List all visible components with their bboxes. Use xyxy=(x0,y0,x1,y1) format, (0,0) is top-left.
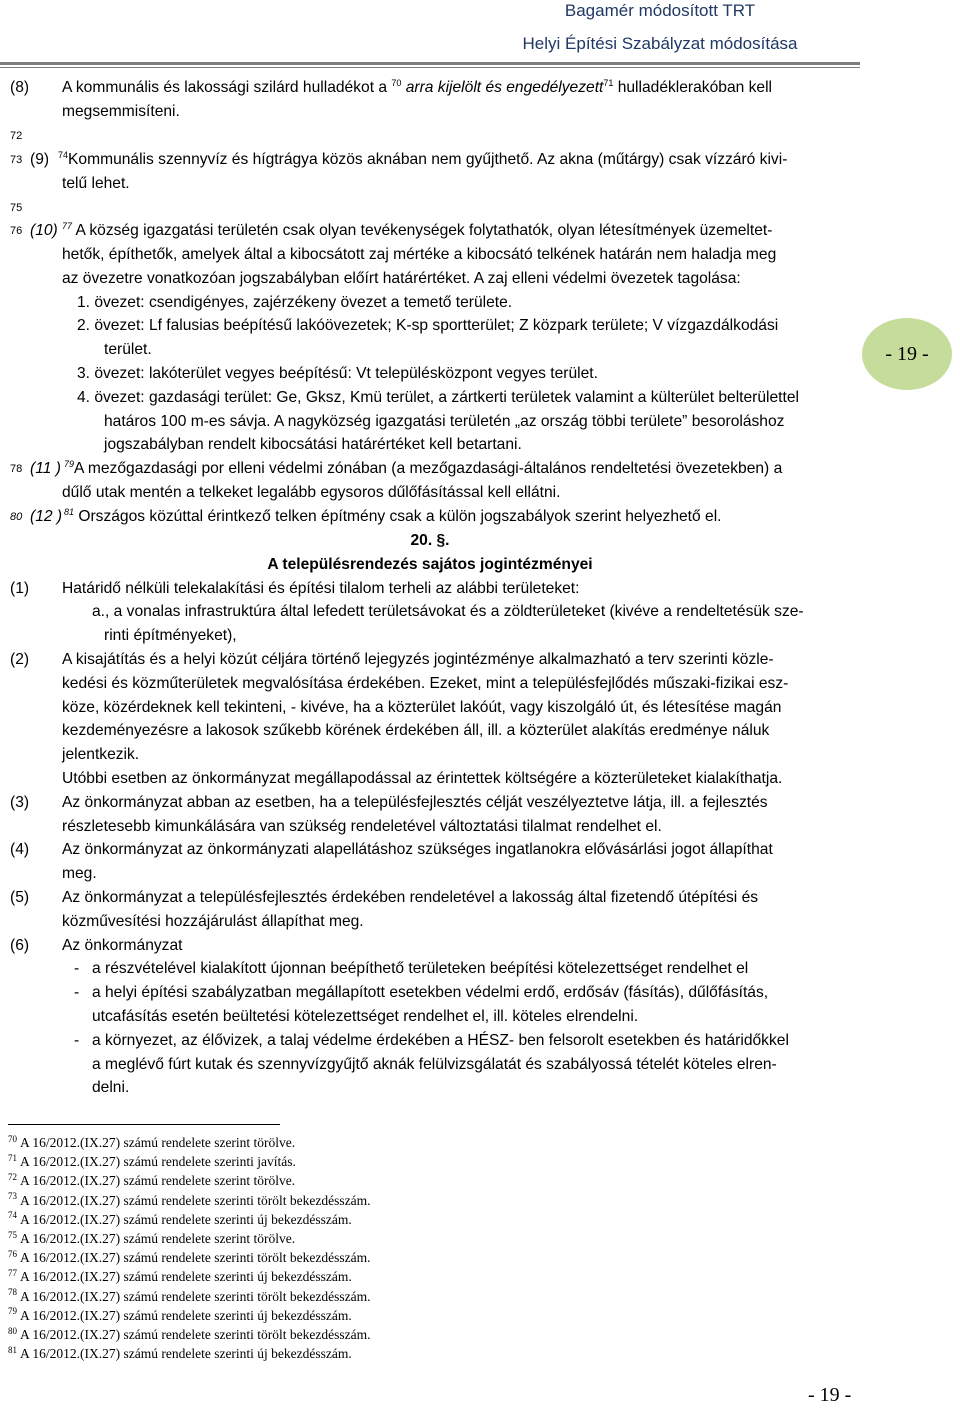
paragraph-number: (1) xyxy=(10,580,30,597)
paragraph-number: (2) xyxy=(10,651,30,668)
footnote-item xyxy=(8,1345,352,1363)
s2-line-1: A kisajátítás és a helyi közút céljára történő lejegyzés jogintézménye alkalmazható a terv szerinti közle- xyxy=(62,651,774,668)
footnote-number: 81 xyxy=(8,1344,17,1355)
page-header xyxy=(0,0,860,62)
footnote-item xyxy=(8,1249,371,1267)
paragraph-number: (11 ) xyxy=(30,460,61,477)
footnote-number: 71 xyxy=(8,1152,17,1163)
footnote-item xyxy=(8,1288,371,1306)
margin-note: 73 xyxy=(10,154,23,166)
footnote-item xyxy=(8,1307,352,1325)
paragraph-8-line-1: A kommunális és lakossági szilárd hulladékot a $^{70}$ arra kijelölt és engedélyezett$^{71}$ hulladéklerakóban kell xyxy=(62,77,773,96)
side-page-badge: - 19 - xyxy=(862,318,952,390)
footnote-number: 76 xyxy=(8,1248,17,1259)
s2-line-6: Utóbbi esetben az önkormányzat megállapodással az érintettek költségére a közterületeket kialakíthatja. xyxy=(62,770,783,787)
paragraph-9-line-2: telű lehet. xyxy=(62,175,130,192)
footnote-number: 75 xyxy=(8,1229,17,1240)
footnote-text: A 16/2012.(IX.27) számú rendelete szerinti új bekezdésszám. xyxy=(20,1307,352,1323)
header-rule xyxy=(0,62,860,65)
footnote-item xyxy=(8,1230,295,1248)
s1-line-1: Határidő nélküli telekalakítási és építési tilalom terheli az alábbi területeket: xyxy=(62,580,580,597)
footnote-item xyxy=(8,1192,371,1210)
footnote-text: A 16/2012.(IX.27) számú rendelete szerinti új bekezdésszám. xyxy=(20,1346,352,1362)
footnote-item xyxy=(8,1134,295,1152)
s2-line-2: kedési és közműterületek megvalósítása érdekében. Ezeket, mint a településfejlődés műszaki-fizikai esz- xyxy=(62,675,789,692)
paragraph-11-line-2: dűlő utak mentén a telkeket legalább egysoros dűlőfásítással kell ellátni. xyxy=(62,484,561,501)
paragraph-11-line-1: $^{79}$A mezőgazdasági por elleni védelmi zónában (a mezőgazdasági-általános rendeltetési övezetekben) a xyxy=(64,458,783,477)
paragraph-8-line-2: megsemmisíteni. xyxy=(62,103,180,120)
bullet-dash: - xyxy=(74,984,80,1001)
footnote-text: A 16/2012.(IX.27) számú rendelete szerinti törölt bekezdésszám. xyxy=(20,1250,371,1266)
s6-bullet-3: a környezet, az élővizek, a talaj védelme érdekében a HÉSZ- ben felsorolt esetekben és határidőkkel xyxy=(92,1032,789,1049)
zone-3: 3. övezet: lakóterület vegyes beépítésű: Vt településközpont vegyes terület. xyxy=(77,365,598,382)
paragraph-number: (5) xyxy=(10,889,30,906)
zone-4-cont: jogszabályban rendelt kibocsátási határértéket kell betartani. xyxy=(104,436,522,453)
margin-note: 76 xyxy=(10,225,23,237)
s6-line-1: Az önkormányzat xyxy=(62,937,183,954)
s4-line-2: meg. xyxy=(62,865,97,882)
footnote-text: A 16/2012.(IX.27) számú rendelete szerinti törölt bekezdésszám. xyxy=(20,1192,371,1208)
section-number: 20. §. xyxy=(410,532,450,549)
footnote-number: 74 xyxy=(8,1210,17,1221)
footnote-number: 70 xyxy=(8,1133,17,1144)
paragraph-number: (12 ) xyxy=(30,508,63,525)
page-number: - 19 - xyxy=(808,1384,852,1406)
s3-line-2: részletesebb kimunkálására van szükség rendeletével változtatási tilalmat rendelhet el. xyxy=(62,818,662,835)
header-rule-thin xyxy=(0,67,860,68)
paragraph-10-line-3: az övezetre vonatkozóan jogszabályban előírt határértéket. A zaj elleni védelmi övezetek tagolása: xyxy=(62,270,741,287)
s6-bullet-2: a helyi építési szabályzatban megállapított esetekben védelmi erdő, erdősáv (fásítás), dűlőfásítás, xyxy=(92,984,769,1001)
footnote-number: 77 xyxy=(8,1267,17,1278)
margin-note: 72 xyxy=(10,130,23,142)
s6-bullet-1: a részvételével kialakított újonnan beépíthető területeken beépítési kötelezettséget rendelhet el xyxy=(92,960,749,977)
margin-note: 78 xyxy=(10,463,23,475)
paragraph-number: (4) xyxy=(10,841,30,858)
zone-4-cont: határos 100 m-es sávja. A nagyközség igazgatási területén „az ország többi területe” besoroláshoz xyxy=(104,413,785,430)
margin-note: 75 xyxy=(10,202,23,214)
s2-line-3: köze, közérdeknek kell tekinteni, - kivéve, ha a közterület lakóút, vagy kiszolgáló út, és létesítése magán xyxy=(62,699,782,716)
s1-item-a-cont: rinti építményeket), xyxy=(104,627,237,644)
zone-2-cont: terület. xyxy=(104,341,152,358)
s4-line-1: Az önkormányzat az önkormányzati alapellátáshoz szükséges ingatlanokra elővásárlási jogot állapíthat xyxy=(62,841,773,858)
header-title: Bagamér módosított TRT xyxy=(564,1,756,20)
paragraph-10-line-2: hetők, építhetők, amelyek által a kibocsátott zaj mértéke a kibocsátó telkének határán nem haladja meg xyxy=(62,246,777,263)
footnote-item xyxy=(8,1172,295,1190)
margin-note: 80 xyxy=(10,511,23,523)
footnote-text: A 16/2012.(IX.27) számú rendelete szerint törölve. xyxy=(20,1173,296,1189)
footnote-text: A 16/2012.(IX.27) számú rendelete szerinti új bekezdésszám. xyxy=(20,1211,352,1227)
footnote-text: A 16/2012.(IX.27) számú rendelete szerinti új bekezdésszám. xyxy=(20,1269,352,1285)
s6-bullet-3-cont: a meglévő fúrt kutak és szennyvízgyűjtő aknák felülvizsgálatát és szabályossá tételét köteles elren- xyxy=(92,1056,777,1073)
paragraph-12-line-1: $^{81}$ Országos közúttal érintkező telken építmény csak a külön jogszabályok szerint helyezhető el. xyxy=(64,506,722,525)
paragraph-number: (3) xyxy=(10,794,30,811)
footnote-text: A 16/2012.(IX.27) számú rendelete szerint törölve. xyxy=(20,1231,296,1246)
footnote-item xyxy=(8,1211,352,1229)
s5-line-1: Az önkormányzat a településfejlesztés érdekében rendeletével a lakosság által fizetendő útépítési és xyxy=(62,889,759,906)
footnote-number: 80 xyxy=(8,1325,17,1336)
paragraph-9-line-1: $^{74}$Kommunális szennyvíz és hígtrágya közös aknában nem gyűjthető. Az akna (műtárgy) csak vízzáró kivi- xyxy=(58,149,788,168)
footnote-text: A 16/2012.(IX.27) számú rendelete szerinti törölt bekezdésszám. xyxy=(20,1327,371,1342)
zone-1: 1. övezet: csendigényes, zajérzékeny övezet a temető területe. xyxy=(77,294,513,311)
s5-line-2: közművesítési hozzájárulást állapíthat meg. xyxy=(62,913,364,930)
footnote-separator xyxy=(8,1124,280,1125)
paragraph-number: (6) xyxy=(10,937,30,954)
footnote-number: 72 xyxy=(8,1171,17,1182)
header-subtitle: Helyi Építési Szabályzat módosítása xyxy=(522,34,798,53)
footnote-text: A 16/2012.(IX.27) számú rendelete szerinti javítás. xyxy=(20,1154,296,1170)
paragraph-number: (10) xyxy=(30,222,58,239)
footnote-text: A 16/2012.(IX.27) számú rendelete szerinti törölt bekezdésszám. xyxy=(20,1288,371,1304)
bullet-dash: - xyxy=(74,960,80,977)
paragraph-number: (9) xyxy=(30,151,50,168)
section-title: A településrendezés sajátos jogintézményei xyxy=(267,556,593,573)
footnote-item xyxy=(8,1326,371,1344)
footnote-number: 73 xyxy=(8,1191,17,1202)
footnote-number: 79 xyxy=(8,1306,17,1317)
footnote-number: 78 xyxy=(8,1287,17,1298)
footnote-item xyxy=(8,1268,352,1286)
s6-bullet-2-cont: utcafásítás esetén beültetési kötelezettséget rendelhet el, ill. köteles elrendelni. xyxy=(92,1008,639,1025)
s1-item-a: a., a vonalas infrastruktúra által lefedett területsávokat és a zöldterületeket (kivéve a rendeltetésük sze- xyxy=(92,603,804,620)
s2-line-4: kezdeményezésre a lakosok szűkebb körének érdekében áll, ill. a közterület alakítás eredménye náluk xyxy=(62,722,770,739)
s3-line-1: Az önkormányzat abban az esetben, ha a településfejlesztés célját veszélyeztetve látja, ill. a fejlesztés xyxy=(62,794,768,811)
footnote-text: A 16/2012.(IX.27) számú rendelete szerint törölve. xyxy=(20,1135,296,1150)
bullet-dash: - xyxy=(74,1032,80,1049)
s6-bullet-3-cont: delni. xyxy=(92,1079,130,1096)
footnote-item xyxy=(8,1153,296,1171)
paragraph-10-line-1: $^{77}$ A község igazgatási területén csak olyan tevékenységek folytathatók, olyan létesítmények üzemeltet- xyxy=(62,220,773,239)
zone-2: 2. övezet: Lf falusias beépítésű lakóövezetek; K-sp sportterület; Z közpark területe; V vízgazdálkodási xyxy=(77,317,779,334)
paragraph-number: (8) xyxy=(10,79,30,96)
s2-line-5: jelentkezik. xyxy=(62,746,140,763)
zone-4: 4. övezet: gazdasági terület: Ge, Gksz, Kmü terület, a zártkerti területek valamint a külterület belterülettel xyxy=(77,389,799,406)
